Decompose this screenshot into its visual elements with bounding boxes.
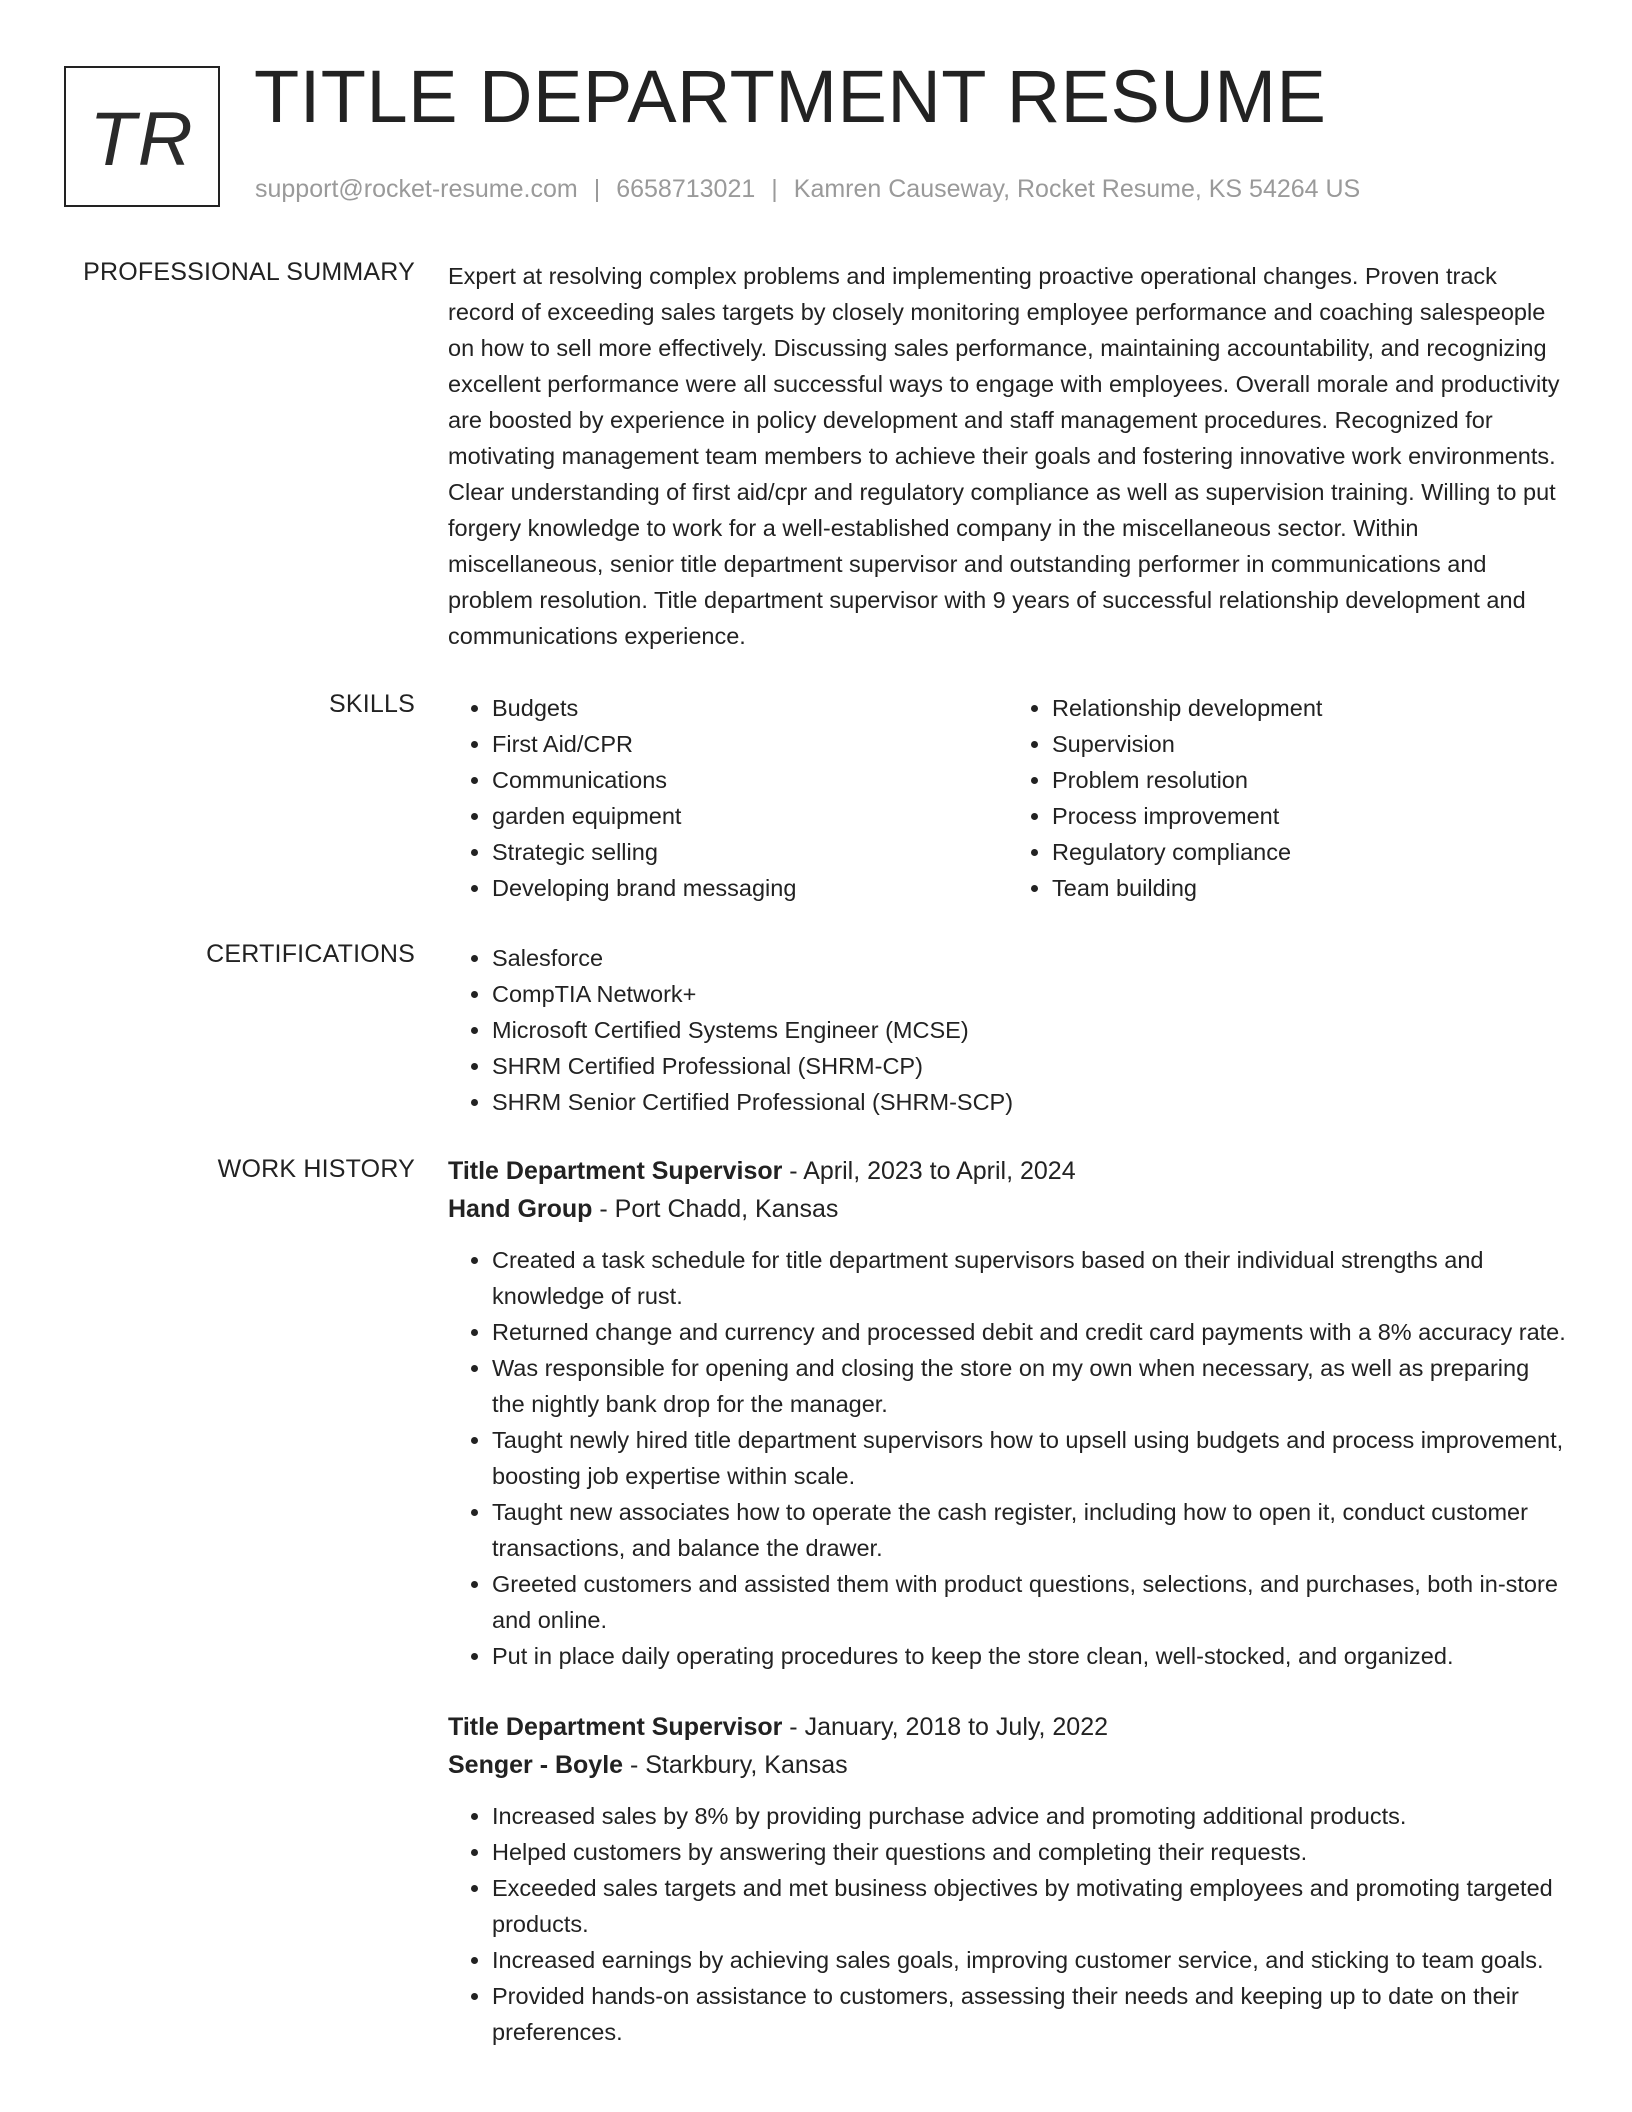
job-location: - Starkbury, Kansas — [623, 1751, 848, 1779]
job-duty: • Provided hands-on assistance to customers, assessing their needs and keeping up to date on their preferences. — [492, 1978, 1568, 2050]
skill-item: • First Aid/CPR — [492, 726, 1008, 762]
job-duty: • Increased sales by 8% by providing purchase advice and promoting additional products. — [492, 1798, 1568, 1834]
skill-item: • Relationship development — [1052, 690, 1568, 726]
job-entry — [448, 1152, 1568, 1674]
job-duty: • Taught newly hired title department supervisors how to upsell using budgets and process improvement, boosting job expertise within scale. — [492, 1422, 1568, 1494]
skill-item: • Regulatory compliance — [1052, 834, 1568, 870]
summary-section — [448, 258, 1568, 654]
page-title: TITLE DEPARTMENT RESUME — [254, 55, 1327, 138]
skills-label: SKILLS — [329, 690, 415, 718]
monogram-initials: TR — [89, 97, 195, 182]
certification-item: • SHRM Senior Certified Professional (SHRM-SCP) — [492, 1084, 1568, 1120]
job-entry — [448, 1708, 1568, 2050]
monogram-box — [64, 66, 220, 207]
certifications-label: CERTIFICATIONS — [206, 940, 415, 968]
job-duty: • Exceeded sales targets and met business objectives by motivating employees and promoting targeted products. — [492, 1870, 1568, 1942]
contact-line — [255, 175, 1360, 204]
job-company-line — [448, 1746, 1568, 1784]
job-dates: - April, 2023 to April, 2024 — [782, 1157, 1076, 1185]
summary-label: PROFESSIONAL SUMMARY — [83, 258, 415, 286]
job-dates: - January, 2018 to July, 2022 — [782, 1713, 1109, 1741]
job-duty: • Returned change and currency and processed debit and credit card payments with a 8% accuracy rate. — [492, 1314, 1568, 1350]
job-company: Senger - Boyle — [448, 1751, 624, 1779]
skill-item: • Process improvement — [1052, 798, 1568, 834]
contact-phone[interactable]: 6658713021 — [616, 175, 756, 203]
summary-text: Expert at resolving complex problems and implementing proactive operational changes. Proven track record of exceeding sales targets by closely monitoring employee performance and coaching salespeople on how to sell more effectively. Discussing sales performance, maintaining accountability, and recognizing excellent performance were all successful ways to engage with employees. Overall morale and productivity are boosted by experience in policy development and staff management procedures. Recognized for motivating management team members to achieve their goals and fostering innovative work environments. Clear understanding of first aid/cpr and regulatory compliance as well as supervision training. Willing to put forgery knowledge to work for a well-established company in the miscellaneous sector. Within miscellaneous, senior title department supervisor and outstanding performer in communications and problem resolution. Title department supervisor with 9 years of successful relationship development and communications experience. — [448, 263, 1560, 649]
job-duty: • Was responsible for opening and closing the store on my own when necessary, as well as preparing the nightly bank drop for the manager. — [492, 1350, 1568, 1422]
skill-item: • Team building — [1052, 870, 1568, 906]
skills-section — [448, 690, 1568, 906]
certification-item: • Microsoft Certified Systems Engineer (MCSE) — [492, 1012, 1568, 1048]
skill-item: • Developing brand messaging — [492, 870, 1008, 906]
job-duties — [448, 1242, 1568, 1674]
certification-item: • SHRM Certified Professional (SHRM-CP) — [492, 1048, 1568, 1084]
job-company: Hand Group — [448, 1195, 593, 1223]
job-title: Title Department Supervisor — [448, 1713, 783, 1741]
certification-item: • Salesforce — [492, 940, 1568, 976]
skill-item: • Strategic selling — [492, 834, 1008, 870]
certifications-list — [448, 940, 1568, 1120]
job-duty: • Helped customers by answering their questions and completing their requests. — [492, 1834, 1568, 1870]
job-title-line — [448, 1152, 1568, 1190]
contact-separator: | — [771, 175, 778, 203]
skill-item: • Communications — [492, 762, 1008, 798]
job-duty: • Taught new associates how to operate the cash register, including how to open it, conduct customer transactions, and balance the drawer. — [492, 1494, 1568, 1566]
job-company-line — [448, 1190, 1568, 1228]
job-title: Title Department Supervisor — [448, 1157, 783, 1185]
skills-list-left — [448, 690, 1008, 906]
skill-item: • Problem resolution — [1052, 762, 1568, 798]
job-duty: • Increased earnings by achieving sales goals, improving customer service, and sticking to team goals. — [492, 1942, 1568, 1978]
contact-address: Kamren Causeway, Rocket Resume, KS 54264 US — [793, 175, 1361, 203]
contact-email[interactable]: support@rocket-resume.com — [255, 175, 578, 203]
skill-item: • Budgets — [492, 690, 1008, 726]
work-history-section — [448, 1152, 1568, 2050]
job-duties — [448, 1798, 1568, 2050]
job-duty: • Created a task schedule for title department supervisors based on their individual strengths and knowledge of rust. — [492, 1242, 1568, 1314]
certification-item: • CompTIA Network+ — [492, 976, 1568, 1012]
skills-list-right — [1008, 690, 1568, 906]
skill-item: • garden equipment — [492, 798, 1008, 834]
contact-separator: | — [593, 175, 601, 203]
work-history-label: WORK HISTORY — [217, 1155, 415, 1183]
job-duty: • Put in place daily operating procedures to keep the store clean, well-stocked, and organized. — [492, 1638, 1568, 1674]
certifications-section — [448, 940, 1568, 1120]
skill-item: • Supervision — [1052, 726, 1568, 762]
job-duty: • Greeted customers and assisted them with product questions, selections, and purchases, both in-store and online. — [492, 1566, 1568, 1638]
job-location: - Port Chadd, Kansas — [592, 1195, 839, 1223]
job-title-line — [448, 1708, 1568, 1746]
